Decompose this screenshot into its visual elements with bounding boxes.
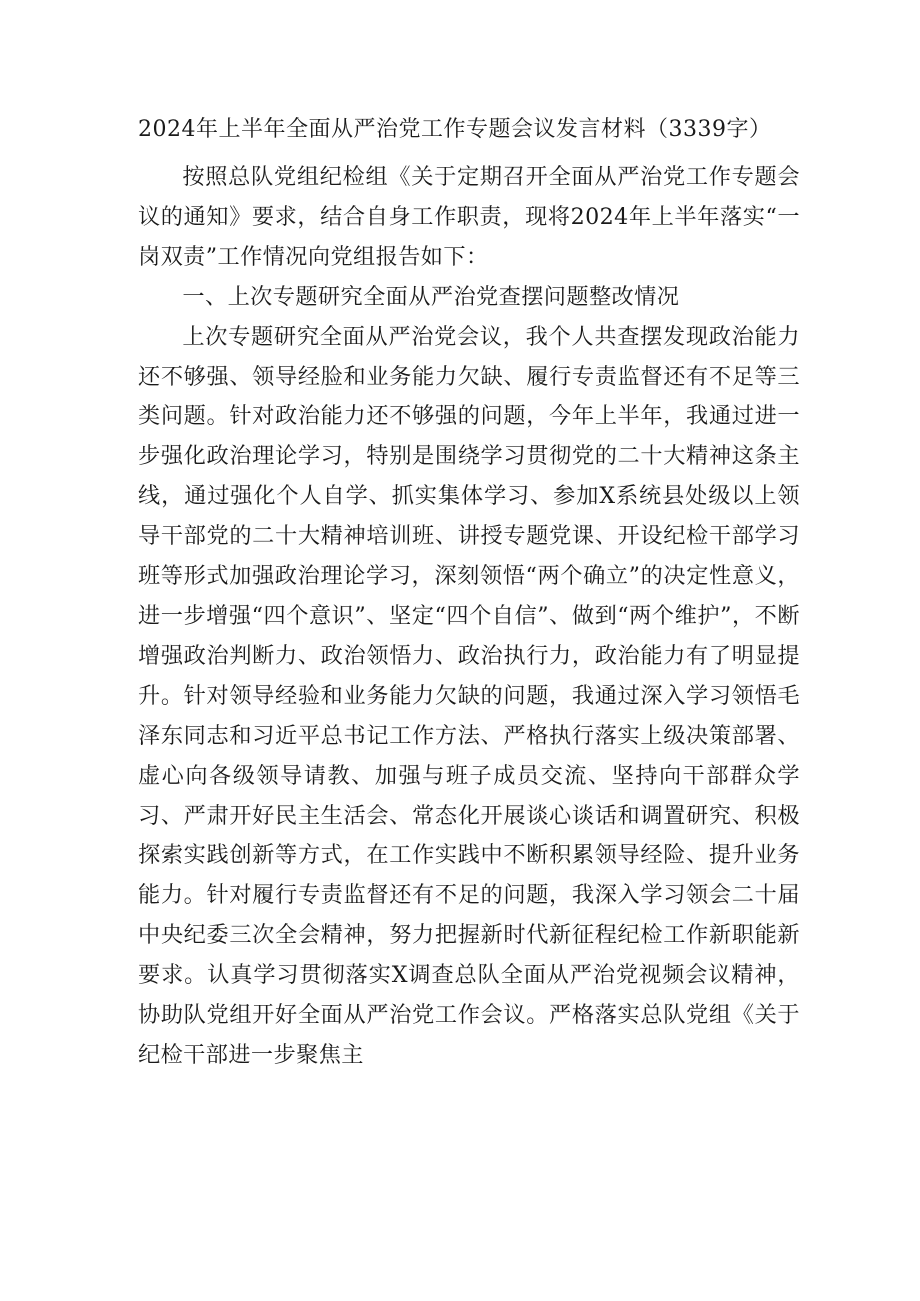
document-body	[138, 112, 800, 1076]
document-title: 2024年上半年全面从严治党工作专题会议发言材料（3339字）	[138, 117, 772, 142]
section-heading: 一、上次专题研究全面从严治党查摆问题整改情况	[182, 283, 680, 310]
intro-paragraph: 按照总队党组纪检组《关于定期召开全面从严治党工作专题会议的通知》要求，结合自身工作职责，现将2024年上半年落实“一岗双责”工作情况向党组报告如下：	[138, 164, 800, 270]
section-body-paragraph: 上次专题研究全面从严治党会议，我个人共查摆发现政治能力还不够强、领导经脸和业务能力欠缺、履行专责监督还有不足等三类问题。针对政治能力还不够强的问题，今年上半年，我通过进一步强化政治理论学习，特别是围绕学习贯彻党的二十大精神这条主线，通过强化个人自学、抓实集体学习、参加X系统县处级以上领导干部党的二十大精神培训班、讲授专题党课、开设纪检干部学习班等形式加强政治理论学习，深刻领悟“两个确立”的决定性意义，进一步增强“四个意识”、坚定“四个自信”、做到“两个维护”，不断增强政治判断力、政治领悟力、政治执行力，政治能力有了明显提升。针对领导经验和业务能力欠缺的问题，我通过深入学习领悟毛泽东同志和习近平总书记工作方法、严格执行落实上级决策部署、虚心向各级领导请教、加强与班子成员交流、坚持向干部群众学习、严肃开好民主生活会、常态化开展谈心谈话和调置研究、积极探索实践创新等方式，在工作实践中不断积累领导经险、提升业务能力。针对履行专责监督还有不足的问题，我深入学习领会二十届中央纪委三次全会精神，努力把握新时代新征程纪检工作新职能新要求。认真学习贯彻落实X调查总队全面从严治党视频会议精神，协助队党组开好全面从严治党工作会议。严格落实总队党组《关于纪检干部进一步聚焦主	[138, 323, 800, 1068]
